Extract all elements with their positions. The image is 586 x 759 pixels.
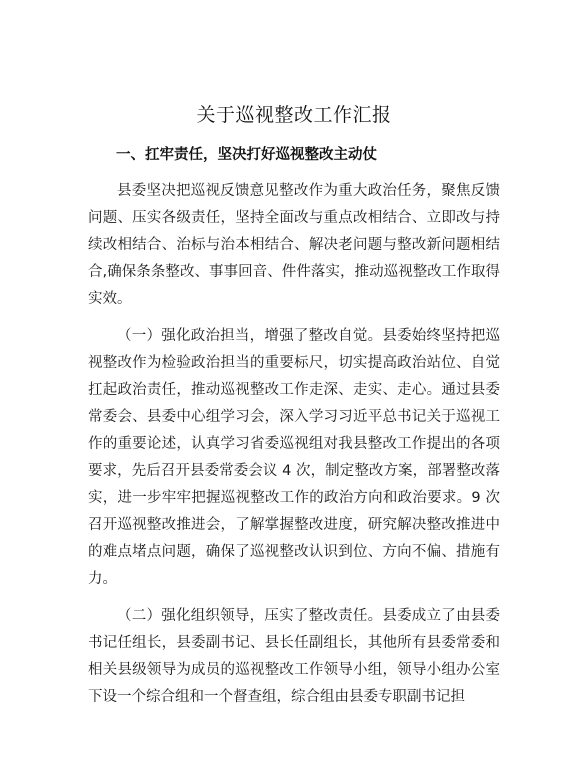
item-1-lead: （一）强化政治担当，增强了整改自觉。: [117, 328, 383, 344]
item-2-lead: （二）强化组织领导，压实了整改责任。: [117, 608, 383, 624]
document-title: 关于巡视整改工作汇报: [196, 104, 392, 126]
item-2-paragraph: [88, 603, 500, 711]
item-1-body: 县委始终坚持把巡视整改作为检验政治担当的重要标尺，切实提高政治站位、自觉扛起政治责任，推动巡视整改工作走深、走实、走心。通过县委常委会、县委中心组学习会，深入学习习近平总书记关于巡视工作的重要论述，认真学习省委巡视组对我县整改工作提出的各项要求，先后召开县委常委会议 4 次，制定整改方案，部署整改落实，进一步牢牢把握巡视整改工作的政治方向和政治要求。9 次召开巡视整改推进会，了解掌握整改进度，研究解决整改推进中的难点堵点问题，确保了巡视整改认识到位、方向不偏、措施有力。: [88, 328, 501, 587]
section-intro-paragraph: 县委坚决把巡视反馈意见整改作为重大政治任务，聚焦反馈问题、压实各级责任，坚持全面改与重点改相结合、立即改与持续改相结合、治标与治本相结合、解决老问题与整改新问题相结合,确保条条整改、事事回音、件件落实，推动巡视整改工作取得实效。: [88, 183, 500, 307]
item-1-paragraph: [88, 323, 500, 593]
item-2-body: 县委成立了由县委书记任组长，县委副书记、县长任副组长，其他所有县委常委和相关县级领导为成员的巡视整改工作领导小组，领导小组办公室下设一个综合组和一个督查组，综合组由县委专职副书记担: [88, 608, 501, 705]
section-heading: 一、扛牢责任，坚决打好巡视整改主动仗: [116, 147, 377, 163]
